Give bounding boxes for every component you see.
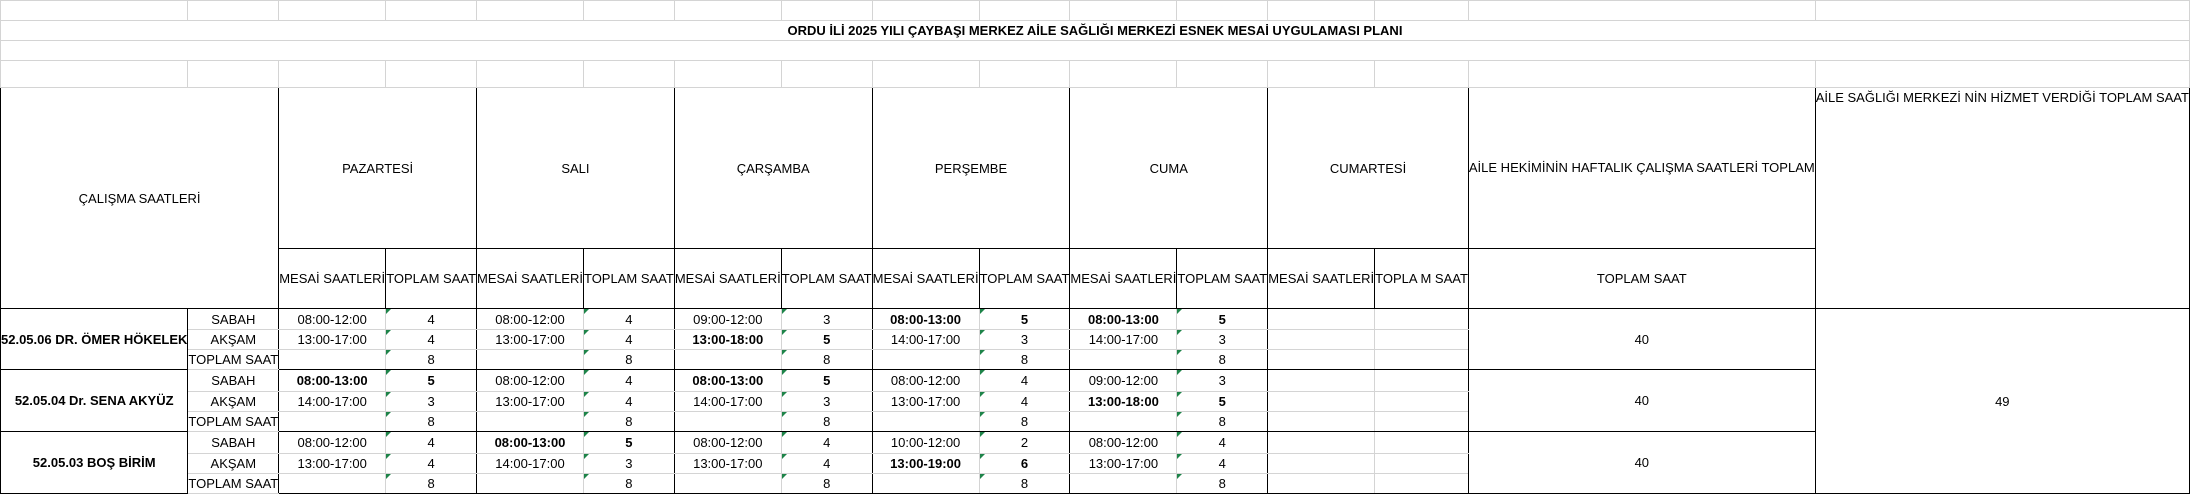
empty-cell[interactable] bbox=[477, 474, 584, 494]
day-total-hours[interactable]: 8 bbox=[781, 412, 872, 432]
empty-cell[interactable] bbox=[477, 1, 584, 21]
mesai-header[interactable]: MESAİ SAATLERİ bbox=[674, 249, 781, 309]
weekly-total-value[interactable]: 40 bbox=[1468, 309, 1815, 370]
shift-time-cell[interactable]: 13:00-17:00 bbox=[477, 330, 584, 350]
shift-hours-cell[interactable]: 4 bbox=[386, 330, 477, 350]
mesai-header[interactable]: MESAİ SAATLERİ bbox=[872, 249, 979, 309]
toplam-header[interactable]: TOPLAM SAAT bbox=[979, 249, 1070, 309]
shift-hours-cell[interactable]: 3 bbox=[1177, 330, 1268, 350]
shift-hours-cell[interactable]: 5 bbox=[781, 370, 872, 392]
empty-cell[interactable] bbox=[1268, 1, 1375, 21]
shift-time-cell[interactable]: 08:00-12:00 bbox=[674, 432, 781, 454]
day-header-tuesday[interactable]: SALI bbox=[477, 88, 675, 249]
toplam-header[interactable]: TOPLAM SAAT bbox=[583, 249, 674, 309]
shift-time-cell[interactable]: 13:00-18:00 bbox=[1070, 392, 1177, 412]
shift-time-cell[interactable]: 13:00-17:00 bbox=[872, 392, 979, 412]
day-total-hours[interactable]: 8 bbox=[781, 474, 872, 494]
shift-time-cell[interactable]: 08:00-13:00 bbox=[872, 309, 979, 330]
saturday-mesai-cell[interactable] bbox=[1268, 454, 1375, 474]
shift-time-cell[interactable]: 08:00-12:00 bbox=[279, 432, 386, 454]
mesai-header[interactable]: MESAİ SAATLERİ bbox=[477, 249, 584, 309]
period-label-morning[interactable]: SABAH bbox=[188, 309, 279, 330]
saturday-mesai-cell[interactable] bbox=[1268, 350, 1375, 370]
saturday-mesai-cell[interactable] bbox=[1268, 392, 1375, 412]
empty-cell[interactable] bbox=[872, 412, 979, 432]
day-header-monday[interactable]: PAZARTESİ bbox=[279, 88, 477, 249]
shift-hours-cell[interactable]: 4 bbox=[979, 370, 1070, 392]
shift-time-cell[interactable]: 08:00-12:00 bbox=[279, 309, 386, 330]
saturday-mesai-cell[interactable] bbox=[1268, 432, 1375, 454]
empty-cell[interactable] bbox=[1070, 412, 1177, 432]
day-total-hours[interactable]: 8 bbox=[979, 474, 1070, 494]
period-label-evening[interactable]: AKŞAM bbox=[188, 454, 279, 474]
shift-hours-cell[interactable]: 3 bbox=[979, 330, 1070, 350]
shift-hours-cell[interactable]: 4 bbox=[583, 392, 674, 412]
saturday-mesai-cell[interactable] bbox=[1268, 309, 1375, 330]
shift-hours-cell[interactable]: 5 bbox=[1177, 392, 1268, 412]
shift-time-cell[interactable]: 13:00-17:00 bbox=[674, 454, 781, 474]
empty-cell[interactable] bbox=[477, 350, 584, 370]
day-total-hours[interactable]: 8 bbox=[979, 412, 1070, 432]
empty-cell[interactable] bbox=[279, 1, 386, 21]
shift-hours-cell[interactable]: 4 bbox=[386, 309, 477, 330]
empty-cell[interactable] bbox=[386, 1, 477, 21]
empty-cell[interactable] bbox=[1815, 1, 2189, 21]
saturday-total-cell[interactable] bbox=[1375, 474, 1469, 494]
weekly-total-header[interactable]: TOPLAM SAAT bbox=[1468, 249, 1815, 309]
empty-cell[interactable] bbox=[674, 412, 781, 432]
period-label-evening[interactable]: AKŞAM bbox=[188, 392, 279, 412]
shift-hours-cell[interactable]: 4 bbox=[979, 392, 1070, 412]
shift-hours-cell[interactable]: 5 bbox=[386, 370, 477, 392]
shift-hours-cell[interactable]: 6 bbox=[979, 454, 1070, 474]
shift-time-cell[interactable]: 10:00-12:00 bbox=[872, 432, 979, 454]
day-total-hours[interactable]: 8 bbox=[583, 412, 674, 432]
empty-cell[interactable] bbox=[674, 350, 781, 370]
saturday-mesai-cell[interactable] bbox=[1268, 370, 1375, 392]
center-total-value[interactable]: 49 bbox=[1815, 309, 2189, 494]
empty-cell[interactable] bbox=[1177, 61, 1268, 88]
period-label-total[interactable]: TOPLAM SAAT bbox=[188, 412, 279, 432]
empty-cell[interactable] bbox=[1070, 1, 1177, 21]
empty-cell[interactable] bbox=[1815, 61, 2189, 88]
saturday-total-cell[interactable] bbox=[1375, 454, 1469, 474]
shift-time-cell[interactable]: 08:00-13:00 bbox=[1070, 309, 1177, 330]
period-label-morning[interactable]: SABAH bbox=[188, 432, 279, 454]
day-total-hours[interactable]: 8 bbox=[386, 350, 477, 370]
day-header-saturday[interactable]: CUMARTESİ bbox=[1268, 88, 1469, 249]
employee-name[interactable]: 52.05.06 DR. ÖMER HÖKELEK bbox=[1, 309, 188, 370]
shift-time-cell[interactable]: 14:00-17:00 bbox=[872, 330, 979, 350]
shift-hours-cell[interactable]: 5 bbox=[1177, 309, 1268, 330]
empty-cell[interactable] bbox=[674, 1, 781, 21]
period-label-evening[interactable]: AKŞAM bbox=[188, 330, 279, 350]
day-total-hours[interactable]: 8 bbox=[583, 474, 674, 494]
shift-time-cell[interactable]: 13:00-17:00 bbox=[279, 330, 386, 350]
employee-name[interactable]: 52.05.03 BOŞ BİRİM bbox=[1, 432, 188, 494]
empty-cell[interactable] bbox=[1, 61, 188, 88]
shift-time-cell[interactable]: 08:00-12:00 bbox=[477, 370, 584, 392]
shift-time-cell[interactable]: 14:00-17:00 bbox=[279, 392, 386, 412]
empty-cell[interactable] bbox=[674, 474, 781, 494]
shift-time-cell[interactable]: 08:00-12:00 bbox=[477, 309, 584, 330]
shift-time-cell[interactable]: 08:00-13:00 bbox=[674, 370, 781, 392]
shift-time-cell[interactable]: 14:00-17:00 bbox=[477, 454, 584, 474]
empty-cell[interactable] bbox=[674, 61, 781, 88]
empty-cell[interactable] bbox=[386, 61, 477, 88]
saturday-mesai-cell[interactable] bbox=[1268, 474, 1375, 494]
day-total-hours[interactable]: 8 bbox=[386, 474, 477, 494]
work-hours-header[interactable]: ÇALIŞMA SAATLERİ bbox=[1, 88, 279, 309]
empty-cell[interactable] bbox=[188, 61, 279, 88]
period-label-total[interactable]: TOPLAM SAAT bbox=[188, 474, 279, 494]
shift-time-cell[interactable]: 09:00-12:00 bbox=[674, 309, 781, 330]
center-hours-header[interactable]: AİLE SAĞLIĞI MERKEZİ NİN HİZMET VERDİĞİ TOPLAM SAAT bbox=[1815, 88, 2189, 309]
period-label-total[interactable]: TOPLAM SAAT bbox=[188, 350, 279, 370]
empty-cell[interactable] bbox=[872, 1, 979, 21]
day-total-hours[interactable]: 8 bbox=[1177, 474, 1268, 494]
saturday-total-cell[interactable] bbox=[1375, 370, 1469, 392]
empty-cell[interactable] bbox=[979, 61, 1070, 88]
empty-cell[interactable] bbox=[872, 474, 979, 494]
empty-cell[interactable] bbox=[1070, 61, 1177, 88]
empty-cell[interactable] bbox=[583, 1, 674, 21]
mesai-header[interactable]: MESAİ SAATLERİ bbox=[1070, 249, 1177, 309]
empty-cell[interactable] bbox=[279, 474, 386, 494]
empty-cell[interactable] bbox=[583, 61, 674, 88]
weekly-total-value[interactable]: 40 bbox=[1468, 432, 1815, 494]
saturday-mesai-cell[interactable] bbox=[1268, 330, 1375, 350]
empty-cell[interactable] bbox=[1468, 61, 1815, 88]
empty-cell[interactable] bbox=[1468, 1, 1815, 21]
saturday-total-cell[interactable] bbox=[1375, 412, 1469, 432]
shift-hours-cell[interactable]: 3 bbox=[781, 392, 872, 412]
shift-hours-cell[interactable]: 3 bbox=[386, 392, 477, 412]
empty-row[interactable] bbox=[1, 41, 2190, 61]
shift-hours-cell[interactable]: 5 bbox=[979, 309, 1070, 330]
saturday-total-cell[interactable] bbox=[1375, 309, 1469, 330]
saturday-total-cell[interactable] bbox=[1375, 330, 1469, 350]
day-header-friday[interactable]: CUMA bbox=[1070, 88, 1268, 249]
saturday-total-cell[interactable] bbox=[1375, 350, 1469, 370]
shift-time-cell[interactable]: 08:00-12:00 bbox=[1070, 432, 1177, 454]
saturday-mesai-cell[interactable] bbox=[1268, 412, 1375, 432]
shift-hours-cell[interactable]: 4 bbox=[386, 432, 477, 454]
shift-time-cell[interactable]: 13:00-19:00 bbox=[872, 454, 979, 474]
shift-hours-cell[interactable]: 5 bbox=[583, 432, 674, 454]
day-header-thursday[interactable]: PERŞEMBE bbox=[872, 88, 1070, 249]
empty-cell[interactable] bbox=[477, 61, 584, 88]
empty-cell[interactable] bbox=[279, 412, 386, 432]
weekly-total-value[interactable]: 40 bbox=[1468, 370, 1815, 432]
toplam-header[interactable]: TOPLAM SAAT bbox=[1177, 249, 1268, 309]
empty-cell[interactable] bbox=[872, 350, 979, 370]
shift-hours-cell[interactable]: 3 bbox=[1177, 370, 1268, 392]
mesai-header[interactable]: MESAİ SAATLERİ bbox=[279, 249, 386, 309]
empty-cell[interactable] bbox=[188, 1, 279, 21]
toplam-header[interactable]: TOPLAM SAAT bbox=[781, 249, 872, 309]
empty-cell[interactable] bbox=[279, 350, 386, 370]
empty-cell[interactable] bbox=[872, 61, 979, 88]
empty-cell[interactable] bbox=[1070, 350, 1177, 370]
empty-cell[interactable] bbox=[1268, 61, 1375, 88]
empty-cell[interactable] bbox=[279, 61, 386, 88]
shift-hours-cell[interactable]: 3 bbox=[583, 454, 674, 474]
saturday-total-cell[interactable] bbox=[1375, 432, 1469, 454]
shift-time-cell[interactable]: 13:00-17:00 bbox=[1070, 454, 1177, 474]
shift-hours-cell[interactable]: 4 bbox=[1177, 454, 1268, 474]
page-title[interactable]: ORDU İLİ 2025 YILI ÇAYBAŞI MERKEZ AİLE SAĞLIĞI MERKEZİ ESNEK MESAİ UYGULAMASI PLANI bbox=[1, 21, 2190, 41]
shift-hours-cell[interactable]: 4 bbox=[583, 370, 674, 392]
mesai-header[interactable]: MESAİ SAATLERİ bbox=[1268, 249, 1375, 309]
toplam-header[interactable]: TOPLAM SAAT bbox=[386, 249, 477, 309]
period-label-morning[interactable]: SABAH bbox=[188, 370, 279, 392]
empty-cell[interactable] bbox=[477, 412, 584, 432]
shift-time-cell[interactable]: 13:00-17:00 bbox=[279, 454, 386, 474]
shift-hours-cell[interactable]: 4 bbox=[386, 454, 477, 474]
day-total-hours[interactable]: 8 bbox=[386, 412, 477, 432]
shift-time-cell[interactable]: 08:00-13:00 bbox=[477, 432, 584, 454]
empty-cell[interactable] bbox=[1177, 1, 1268, 21]
shift-time-cell[interactable]: 08:00-12:00 bbox=[872, 370, 979, 392]
shift-time-cell[interactable]: 09:00-12:00 bbox=[1070, 370, 1177, 392]
day-total-hours[interactable]: 8 bbox=[781, 350, 872, 370]
toplam-header[interactable]: TOPLA M SAAT bbox=[1375, 249, 1469, 309]
shift-hours-cell[interactable]: 4 bbox=[583, 330, 674, 350]
day-total-hours[interactable]: 8 bbox=[1177, 412, 1268, 432]
shift-time-cell[interactable]: 13:00-18:00 bbox=[674, 330, 781, 350]
shift-hours-cell[interactable]: 4 bbox=[781, 432, 872, 454]
empty-cell[interactable] bbox=[1070, 474, 1177, 494]
empty-cell[interactable] bbox=[781, 1, 872, 21]
shift-hours-cell[interactable]: 4 bbox=[583, 309, 674, 330]
day-total-hours[interactable]: 8 bbox=[1177, 350, 1268, 370]
shift-hours-cell[interactable]: 4 bbox=[781, 454, 872, 474]
shift-hours-cell[interactable]: 3 bbox=[781, 309, 872, 330]
empty-cell[interactable] bbox=[1375, 1, 1469, 21]
empty-cell[interactable] bbox=[1375, 61, 1469, 88]
shift-hours-cell[interactable]: 5 bbox=[781, 330, 872, 350]
shift-time-cell[interactable]: 08:00-13:00 bbox=[279, 370, 386, 392]
shift-hours-cell[interactable]: 4 bbox=[1177, 432, 1268, 454]
employee-name[interactable]: 52.05.04 Dr. SENA AKYÜZ bbox=[1, 370, 188, 432]
saturday-total-cell[interactable] bbox=[1375, 392, 1469, 412]
day-total-hours[interactable]: 8 bbox=[979, 350, 1070, 370]
day-total-hours[interactable]: 8 bbox=[583, 350, 674, 370]
shift-time-cell[interactable]: 13:00-17:00 bbox=[477, 392, 584, 412]
shift-time-cell[interactable]: 14:00-17:00 bbox=[674, 392, 781, 412]
shift-time-cell[interactable]: 14:00-17:00 bbox=[1070, 330, 1177, 350]
empty-cell[interactable] bbox=[781, 61, 872, 88]
weekly-hours-header[interactable]: AİLE HEKİMİNİN HAFTALIK ÇALIŞMA SAATLERİ TOPLAM bbox=[1468, 88, 1815, 249]
day-header-wednesday[interactable]: ÇARŞAMBA bbox=[674, 88, 872, 249]
empty-cell[interactable] bbox=[1, 1, 188, 21]
empty-cell[interactable] bbox=[979, 1, 1070, 21]
shift-hours-cell[interactable]: 2 bbox=[979, 432, 1070, 454]
